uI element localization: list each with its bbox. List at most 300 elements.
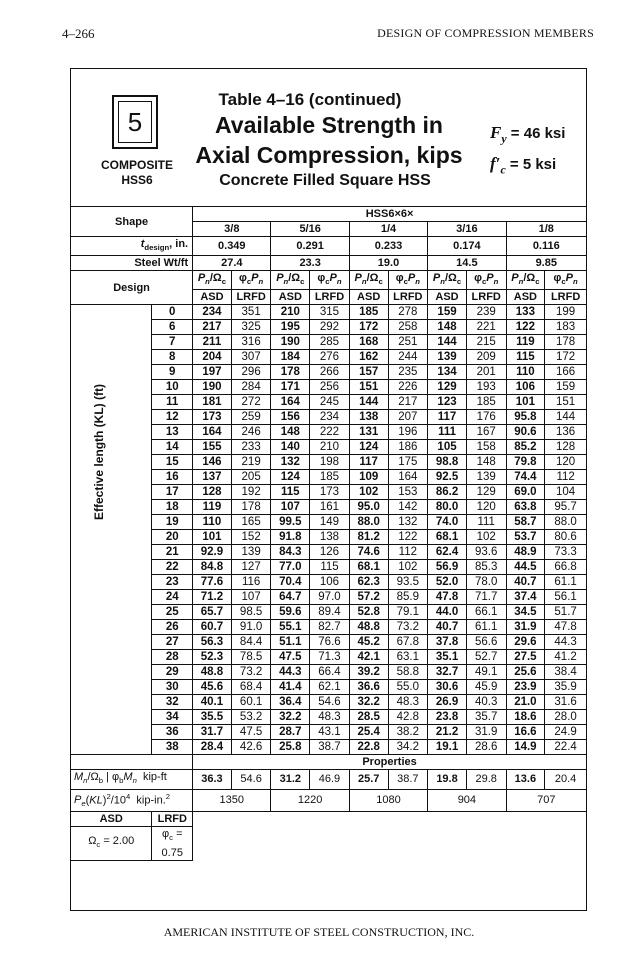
lrfd-value: 38.2: [388, 725, 428, 740]
asd-value: 132: [271, 455, 310, 470]
lrfd-value: 71.7: [466, 590, 506, 605]
asd-value: 62.3: [349, 575, 388, 590]
thickness-header: 1/8: [506, 222, 586, 237]
lrfd-value: 31.9: [466, 725, 506, 740]
asd-value: 115: [506, 350, 545, 365]
weight-row: [71, 256, 587, 271]
asd-value: 37.8: [428, 635, 467, 650]
asd-value: 64.7: [271, 590, 310, 605]
asd-value: 52.3: [193, 650, 232, 665]
lrfd-symbol: $\varphi_cP_n$: [545, 271, 587, 290]
asd-value: 106: [506, 380, 545, 395]
asd-symbol: $P_n/\Omega_c$: [193, 271, 232, 290]
asd-value: 79.8: [506, 455, 545, 470]
pe-value: 1350: [193, 789, 271, 812]
asd-value: 92.9: [193, 545, 232, 560]
asd-value: 111: [428, 425, 467, 440]
asd-value: 40.7: [506, 575, 545, 590]
asd-value: 77.0: [271, 560, 310, 575]
lrfd-value: 120: [545, 455, 587, 470]
asd-value: 29.6: [506, 635, 545, 650]
asd-value: 85.2: [506, 440, 545, 455]
tdesign-value: 0.349: [193, 237, 271, 256]
asd-value: 217: [193, 320, 232, 335]
lrfd-value: 207: [388, 410, 428, 425]
asd-value: 98.8: [428, 455, 467, 470]
lrfd-value: 31.6: [545, 695, 587, 710]
lrfd-value: 199: [545, 305, 587, 320]
asd-value: 99.5: [271, 515, 310, 530]
shape-name: HSS6×6×: [193, 207, 587, 222]
mn-asd: 31.2: [271, 770, 310, 789]
asd-value: 155: [193, 440, 232, 455]
kl-value: 36: [152, 725, 193, 740]
lrfd-value: 71.3: [310, 650, 350, 665]
asd-value: 211: [193, 335, 232, 350]
asd-value: 190: [193, 380, 232, 395]
asd-value: 144: [428, 335, 467, 350]
asd-value: 197: [193, 365, 232, 380]
lrfd-value: 51.7: [545, 605, 587, 620]
kl-value: 22: [152, 560, 193, 575]
asd-value: 148: [271, 425, 310, 440]
lrfd-value: 42.6: [231, 740, 271, 755]
asd-value: 195: [271, 320, 310, 335]
lrfd-value: 52.7: [466, 650, 506, 665]
fy-value: $F_y = 46$ ksi: [490, 123, 566, 146]
properties-label: Properties: [193, 755, 587, 770]
asd-value: 40.1: [193, 695, 232, 710]
lrfd-value: 234: [310, 410, 350, 425]
lrfd-value: 226: [388, 380, 428, 395]
lrfd-value: 42.8: [388, 710, 428, 725]
phi-c: $\varphi_c = 0.75$: [152, 827, 193, 860]
lrfd-value: 106: [310, 575, 350, 590]
asd-value: 56.3: [193, 635, 232, 650]
asd-value: 62.4: [428, 545, 467, 560]
lrfd-header: LRFD: [545, 290, 587, 305]
mn-asd: 25.7: [349, 770, 388, 789]
asd-value: 110: [506, 365, 545, 380]
thickness-header: 1/4: [349, 222, 427, 237]
lrfd-header: LRFD: [466, 290, 506, 305]
asd-lrfd-legend-row: [71, 812, 587, 827]
asd-value: 52.0: [428, 575, 467, 590]
lrfd-value: 58.8: [388, 665, 428, 680]
thickness-header: 5/16: [271, 222, 349, 237]
weight-label: Steel Wt/ft: [71, 256, 193, 271]
lrfd-value: 148: [466, 455, 506, 470]
asd-value: 60.7: [193, 620, 232, 635]
asd-value: 27.5: [506, 650, 545, 665]
asd-value: 101: [193, 530, 232, 545]
pe-value: 1080: [349, 789, 427, 812]
asd-value: 138: [349, 410, 388, 425]
asd-value: 128: [193, 485, 232, 500]
asd-value: 123: [428, 395, 467, 410]
lrfd-value: 66.1: [466, 605, 506, 620]
asd-value: 51.1: [271, 635, 310, 650]
lrfd-value: 43.1: [310, 725, 350, 740]
page-footer: AMERICAN INSTITUTE OF STEEL CONSTRUCTION, INC.: [163, 925, 475, 939]
mn-row: [71, 770, 587, 789]
running-head: DESIGN OF COMPRESSION MEMBERS: [377, 26, 594, 40]
lrfd-value: 272: [231, 395, 271, 410]
kl-value: 16: [152, 470, 193, 485]
lrfd-value: 185: [466, 395, 506, 410]
lrfd-value: 82.7: [310, 620, 350, 635]
asd-value: 84.8: [193, 560, 232, 575]
lrfd-value: 167: [466, 425, 506, 440]
lrfd-value: 38.7: [310, 740, 350, 755]
asd-value: 159: [428, 305, 467, 320]
asd-value: 23.9: [506, 680, 545, 695]
tdesign-value: 0.116: [506, 237, 586, 256]
asd-value: 16.6: [506, 725, 545, 740]
asd-value: 184: [271, 350, 310, 365]
asd-value: 162: [349, 350, 388, 365]
asd-value: 190: [271, 335, 310, 350]
kl-value: 30: [152, 680, 193, 695]
asd-value: 146: [193, 455, 232, 470]
lrfd-value: 24.9: [545, 725, 587, 740]
asd-value: 68.1: [428, 530, 467, 545]
asd-value: 185: [349, 305, 388, 320]
kl-value: 15: [152, 455, 193, 470]
lrfd-value: 73.2: [231, 665, 271, 680]
asd-value: 28.7: [271, 725, 310, 740]
kl-value: 23: [152, 575, 193, 590]
asd-value: 31.9: [506, 620, 545, 635]
asd-value: 23.8: [428, 710, 467, 725]
lrfd-value: 35.7: [466, 710, 506, 725]
asd-value: 74.0: [428, 515, 467, 530]
lrfd-symbol: $\varphi_cP_n$: [310, 271, 350, 290]
lrfd-value: 122: [388, 530, 428, 545]
design-label: Design: [71, 271, 193, 305]
asd-value: 55.1: [271, 620, 310, 635]
lrfd-value: 56.6: [466, 635, 506, 650]
asd-value: 48.9: [506, 545, 545, 560]
lrfd-value: 111: [466, 515, 506, 530]
asd-value: 148: [428, 320, 467, 335]
lrfd-value: 256: [310, 380, 350, 395]
section-badge-caption: COMPOSITE HSS6: [100, 158, 173, 187]
strength-table: [70, 206, 587, 861]
lrfd-value: 164: [388, 470, 428, 485]
mn-lrfd: 20.4: [545, 770, 587, 789]
asd-header: ASD: [349, 290, 388, 305]
asd-value: 40.7: [428, 620, 467, 635]
asd-value: 30.6: [428, 680, 467, 695]
tdesign-label: $t_{design}$, in.: [71, 237, 193, 256]
asd-header: ASD: [271, 290, 310, 305]
lrfd-value: 73.3: [545, 545, 587, 560]
asd-value: 70.4: [271, 575, 310, 590]
asd-value: 122: [506, 320, 545, 335]
lrfd-value: 307: [231, 350, 271, 365]
asd-value: 63.8: [506, 500, 545, 515]
asd-value: 71.2: [193, 590, 232, 605]
lrfd-value: 325: [231, 320, 271, 335]
lrfd-value: 40.3: [466, 695, 506, 710]
kl-value: 24: [152, 590, 193, 605]
kl-value: 34: [152, 710, 193, 725]
lrfd-value: 259: [231, 410, 271, 425]
lrfd-value: 38.4: [545, 665, 587, 680]
lrfd-value: 209: [466, 350, 506, 365]
lrfd-value: 201: [466, 365, 506, 380]
lrfd-value: 186: [388, 440, 428, 455]
asd-value: 124: [271, 470, 310, 485]
kl-value: 21: [152, 545, 193, 560]
asd-value: 35.1: [428, 650, 467, 665]
asd-value: 34.5: [506, 605, 545, 620]
asd-value: 173: [193, 410, 232, 425]
legend-asd: ASD: [71, 812, 152, 827]
asd-value: 69.0: [506, 485, 545, 500]
lrfd-value: 62.1: [310, 680, 350, 695]
lrfd-value: 244: [388, 350, 428, 365]
asd-value: 14.9: [506, 740, 545, 755]
lrfd-value: 142: [388, 500, 428, 515]
tdesign-value: 0.291: [271, 237, 349, 256]
mn-lrfd: 46.9: [310, 770, 350, 789]
asd-value: 21.0: [506, 695, 545, 710]
asd-value: 164: [193, 425, 232, 440]
section-badge: [112, 95, 158, 149]
lrfd-value: 53.2: [231, 710, 271, 725]
lrfd-value: 138: [310, 530, 350, 545]
asd-value: 210: [271, 305, 310, 320]
asd-value: 44.0: [428, 605, 467, 620]
lrfd-value: 41.2: [545, 650, 587, 665]
lrfd-value: 85.3: [466, 560, 506, 575]
lrfd-value: 205: [231, 470, 271, 485]
table-subtitle: Table 4–16 (continued): [218, 90, 402, 109]
lrfd-value: 210: [310, 440, 350, 455]
asd-value: 59.6: [271, 605, 310, 620]
asd-value: 68.1: [349, 560, 388, 575]
asd-value: 117: [428, 410, 467, 425]
lrfd-symbol: $\varphi_cP_n$: [231, 271, 271, 290]
asd-value: 44.3: [271, 665, 310, 680]
asd-value: 139: [428, 350, 467, 365]
lrfd-value: 292: [310, 320, 350, 335]
lrfd-value: 175: [388, 455, 428, 470]
kl-value: 6: [152, 320, 193, 335]
lrfd-value: 161: [310, 500, 350, 515]
asd-value: 102: [349, 485, 388, 500]
asd-value: 31.7: [193, 725, 232, 740]
asd-value: 44.5: [506, 560, 545, 575]
asd-value: 42.1: [349, 650, 388, 665]
lrfd-value: 76.6: [310, 635, 350, 650]
lrfd-value: 55.0: [388, 680, 428, 695]
lrfd-value: 239: [466, 305, 506, 320]
kl-value: 32: [152, 695, 193, 710]
pe-value: 904: [428, 789, 506, 812]
lrfd-value: 48.3: [388, 695, 428, 710]
kl-value: 9: [152, 365, 193, 380]
pe-value: 707: [506, 789, 586, 812]
lrfd-value: 45.9: [466, 680, 506, 695]
lrfd-value: 35.9: [545, 680, 587, 695]
lrfd-value: 246: [231, 425, 271, 440]
asd-value: 95.8: [506, 410, 545, 425]
lrfd-value: 151: [545, 395, 587, 410]
lrfd-value: 266: [310, 365, 350, 380]
asd-value: 52.8: [349, 605, 388, 620]
lrfd-value: 47.5: [231, 725, 271, 740]
asd-value: 45.6: [193, 680, 232, 695]
asd-value: 101: [506, 395, 545, 410]
table-kind: Concrete Filled Square HSS: [219, 172, 431, 189]
lrfd-value: 258: [388, 320, 428, 335]
mn-asd: 36.3: [193, 770, 232, 789]
asd-value: 74.6: [349, 545, 388, 560]
asd-header: ASD: [428, 290, 467, 305]
lrfd-value: 112: [388, 545, 428, 560]
weight-value: 9.85: [506, 256, 586, 271]
asd-value: 119: [506, 335, 545, 350]
asd-value: 140: [271, 440, 310, 455]
lrfd-value: 107: [231, 590, 271, 605]
tdesign-value: 0.233: [349, 237, 427, 256]
asd-value: 234: [193, 305, 232, 320]
kl-value: 28: [152, 650, 193, 665]
pe-row: [71, 789, 587, 812]
asd-value: 26.9: [428, 695, 467, 710]
asd-value: 25.4: [349, 725, 388, 740]
tdesign-value: 0.174: [428, 237, 506, 256]
asd-value: 117: [349, 455, 388, 470]
lrfd-value: 66.8: [545, 560, 587, 575]
lrfd-value: 196: [388, 425, 428, 440]
tdesign-row: [71, 237, 587, 256]
mn-lrfd: 38.7: [388, 770, 428, 789]
asd-value: 157: [349, 365, 388, 380]
lrfd-value: 116: [231, 575, 271, 590]
lrfd-value: 91.0: [231, 620, 271, 635]
lrfd-value: 173: [310, 485, 350, 500]
asd-value: 19.1: [428, 740, 467, 755]
lrfd-value: 48.3: [310, 710, 350, 725]
lrfd-value: 22.4: [545, 740, 587, 755]
lrfd-value: 284: [231, 380, 271, 395]
lrfd-value: 66.4: [310, 665, 350, 680]
lrfd-value: 61.1: [466, 620, 506, 635]
asd-value: 109: [349, 470, 388, 485]
asd-value: 92.5: [428, 470, 467, 485]
asd-value: 56.9: [428, 560, 467, 575]
lrfd-value: 159: [545, 380, 587, 395]
legend-lrfd: LRFD: [152, 812, 193, 827]
mn-lrfd: 54.6: [231, 770, 271, 789]
lrfd-value: 80.6: [545, 530, 587, 545]
asd-value: 32.7: [428, 665, 467, 680]
lrfd-value: 351: [231, 305, 271, 320]
lrfd-value: 88.0: [545, 515, 587, 530]
lrfd-value: 158: [466, 440, 506, 455]
lrfd-value: 316: [231, 335, 271, 350]
asd-value: 36.4: [271, 695, 310, 710]
asd-value: 84.3: [271, 545, 310, 560]
asd-value: 45.2: [349, 635, 388, 650]
lrfd-value: 165: [231, 515, 271, 530]
kl-value: 8: [152, 350, 193, 365]
section-badge-number: 5: [118, 101, 152, 143]
lrfd-value: 61.1: [545, 575, 587, 590]
asd-value: 28.4: [193, 740, 232, 755]
lrfd-value: 296: [231, 365, 271, 380]
asd-value: 80.0: [428, 500, 467, 515]
asd-symbol: $P_n/\Omega_c$: [428, 271, 467, 290]
asd-value: 65.7: [193, 605, 232, 620]
mn-asd: 19.8: [428, 770, 467, 789]
asd-value: 32.2: [349, 695, 388, 710]
lrfd-value: 276: [310, 350, 350, 365]
lrfd-value: 139: [231, 545, 271, 560]
lrfd-value: 128: [545, 440, 587, 455]
lrfd-value: 115: [310, 560, 350, 575]
lrfd-value: 44.3: [545, 635, 587, 650]
fc-value: $f'_c = 5$ ksi: [490, 154, 557, 177]
asd-value: 39.2: [349, 665, 388, 680]
lrfd-value: 176: [466, 410, 506, 425]
asd-value: 25.8: [271, 740, 310, 755]
asd-value: 134: [428, 365, 467, 380]
weight-value: 27.4: [193, 256, 271, 271]
asd-value: 28.5: [349, 710, 388, 725]
asd-value: 88.0: [349, 515, 388, 530]
thickness-header: 3/8: [193, 222, 271, 237]
lrfd-value: 67.8: [388, 635, 428, 650]
lrfd-value: 102: [466, 530, 506, 545]
kl-value: 11: [152, 395, 193, 410]
lrfd-value: 97.0: [310, 590, 350, 605]
kl-value: 7: [152, 335, 193, 350]
lrfd-value: 193: [466, 380, 506, 395]
lrfd-value: 73.2: [388, 620, 428, 635]
asd-value: 81.2: [349, 530, 388, 545]
lrfd-header: LRFD: [231, 290, 271, 305]
lrfd-value: 78.5: [231, 650, 271, 665]
page-number: 4–266: [62, 26, 95, 41]
lrfd-header: LRFD: [388, 290, 428, 305]
lrfd-value: 132: [388, 515, 428, 530]
kl-value: 13: [152, 425, 193, 440]
asd-value: 105: [428, 440, 467, 455]
kl-value: 27: [152, 635, 193, 650]
kl-value: 19: [152, 515, 193, 530]
asd-value: 37.4: [506, 590, 545, 605]
lrfd-value: 278: [388, 305, 428, 320]
lrfd-value: 127: [231, 560, 271, 575]
lrfd-value: 198: [310, 455, 350, 470]
asd-value: 74.4: [506, 470, 545, 485]
material-properties: [490, 120, 565, 183]
kl-value: 29: [152, 665, 193, 680]
properties-header-row: [71, 755, 587, 770]
asd-symbol: $P_n/\Omega_c$: [271, 271, 310, 290]
asd-value: 171: [271, 380, 310, 395]
lrfd-value: 126: [310, 545, 350, 560]
mn-lrfd: 29.8: [466, 770, 506, 789]
lrfd-value: 102: [388, 560, 428, 575]
asd-value: 25.6: [506, 665, 545, 680]
asd-value: 35.5: [193, 710, 232, 725]
